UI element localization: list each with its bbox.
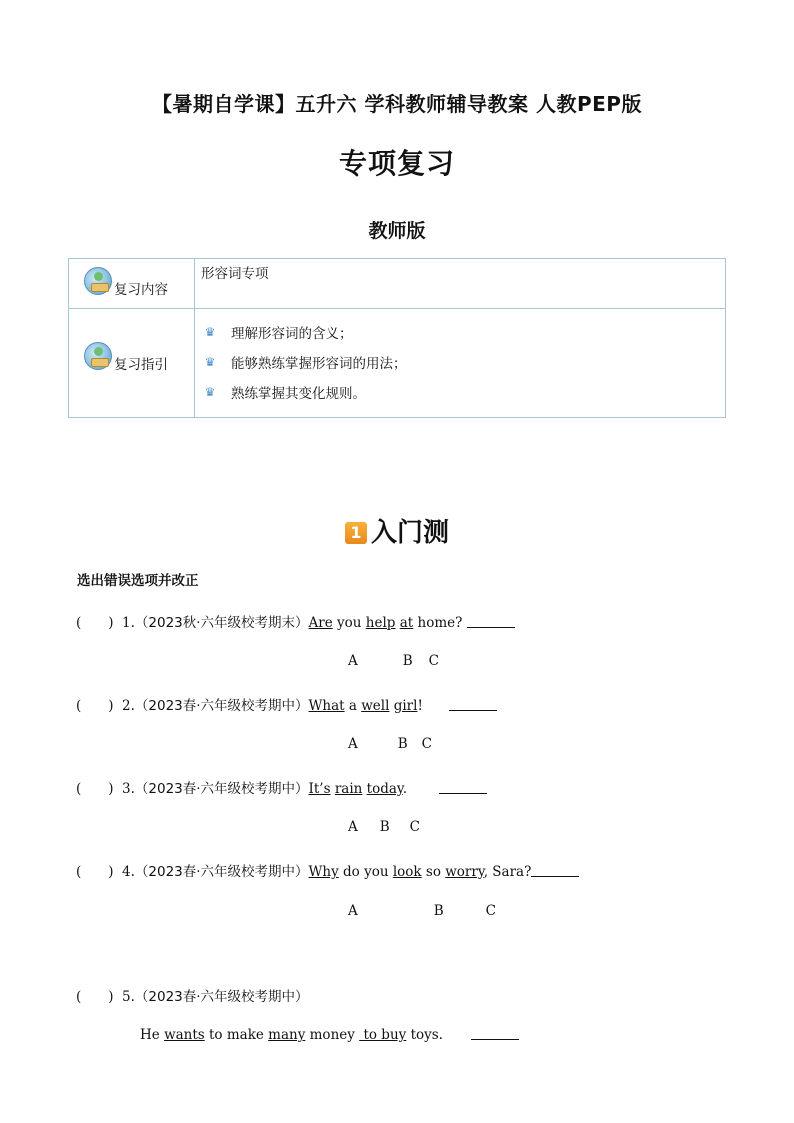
review-content-label-cell bbox=[69, 259, 195, 309]
answer-parentheses: ( ) bbox=[76, 864, 114, 880]
question-4: ( ) 4.（2023春·六年级校考期中）Why do you look so worry, Sara? bbox=[76, 860, 579, 880]
review-guide-content bbox=[195, 309, 726, 418]
question-number: 2. bbox=[122, 698, 135, 714]
guide-list bbox=[201, 313, 719, 413]
answer-blank[interactable] bbox=[531, 864, 579, 877]
answer-blank[interactable] bbox=[449, 698, 497, 711]
question-5-sentence: He wants to make many money to buy toys. bbox=[140, 1027, 519, 1043]
answer-blank[interactable] bbox=[439, 781, 487, 794]
question-5 bbox=[76, 985, 309, 1005]
section-heading bbox=[0, 512, 794, 549]
section-number-badge: 1 bbox=[345, 522, 367, 544]
question-source: （2023春·六年级校考期中） bbox=[134, 781, 309, 797]
review-guide-label: 复习指引 bbox=[114, 357, 168, 373]
answer-blank[interactable] bbox=[467, 615, 515, 628]
question-number: 1. bbox=[122, 615, 135, 631]
instruction-text: 选出错误选项并改正 bbox=[77, 573, 199, 589]
option-letters: A B C bbox=[348, 736, 433, 752]
question-number: 5. bbox=[122, 989, 135, 1005]
edition-label: 教师版 bbox=[368, 220, 426, 242]
question-1: ( ) 1.（2023秋·六年级校考期末）Are you help at home? bbox=[76, 611, 515, 631]
answer-parentheses: ( ) bbox=[76, 989, 114, 1005]
question-source: （2023春·六年级校考期中） bbox=[134, 989, 309, 1005]
list-item: ♛ 熟练掌握其变化规则。 bbox=[204, 385, 366, 402]
option-letters: A B C bbox=[348, 653, 440, 669]
question-number: 3. bbox=[122, 781, 135, 797]
answer-blank[interactable] bbox=[471, 1027, 519, 1040]
page-title: 专项复习 bbox=[338, 147, 455, 180]
question-3: ( ) 3.（2023春·六年级校考期中）It’s rain today. bbox=[76, 777, 487, 797]
option-letters: A B C bbox=[348, 903, 497, 919]
list-item: ♛ 理解形容词的含义； bbox=[204, 325, 353, 342]
question-source: （2023秋·六年级校考期末） bbox=[134, 615, 309, 631]
section-title: 入门测 bbox=[370, 518, 449, 548]
question-source: （2023春·六年级校考期中） bbox=[134, 698, 309, 714]
question-number: 4. bbox=[122, 864, 135, 880]
review-content-label: 复习内容 bbox=[114, 282, 168, 298]
question-source: （2023春·六年级校考期中） bbox=[134, 864, 309, 880]
answer-parentheses: ( ) bbox=[76, 781, 114, 797]
answer-parentheses: ( ) bbox=[76, 615, 114, 631]
crown-bullet-icon: ♛ bbox=[204, 385, 216, 399]
book-globe-icon bbox=[84, 267, 112, 295]
list-item: ♛ 能够熟练掌握形容词的用法； bbox=[204, 355, 407, 372]
review-info-table bbox=[68, 258, 726, 418]
crown-bullet-icon: ♛ bbox=[204, 325, 216, 339]
answer-parentheses: ( ) bbox=[76, 698, 114, 714]
book-globe-icon bbox=[84, 342, 112, 370]
page-header: 【暑期自学课】五升六 学科教师辅导教案 人教PEP版 bbox=[152, 92, 642, 116]
question-2: ( ) 2.（2023春·六年级校考期中）What a well girl! bbox=[76, 694, 497, 714]
review-guide-label-cell bbox=[69, 309, 195, 418]
review-content-value: 形容词专项 bbox=[195, 259, 726, 309]
crown-bullet-icon: ♛ bbox=[204, 355, 216, 369]
option-letters: A B C bbox=[348, 819, 421, 835]
